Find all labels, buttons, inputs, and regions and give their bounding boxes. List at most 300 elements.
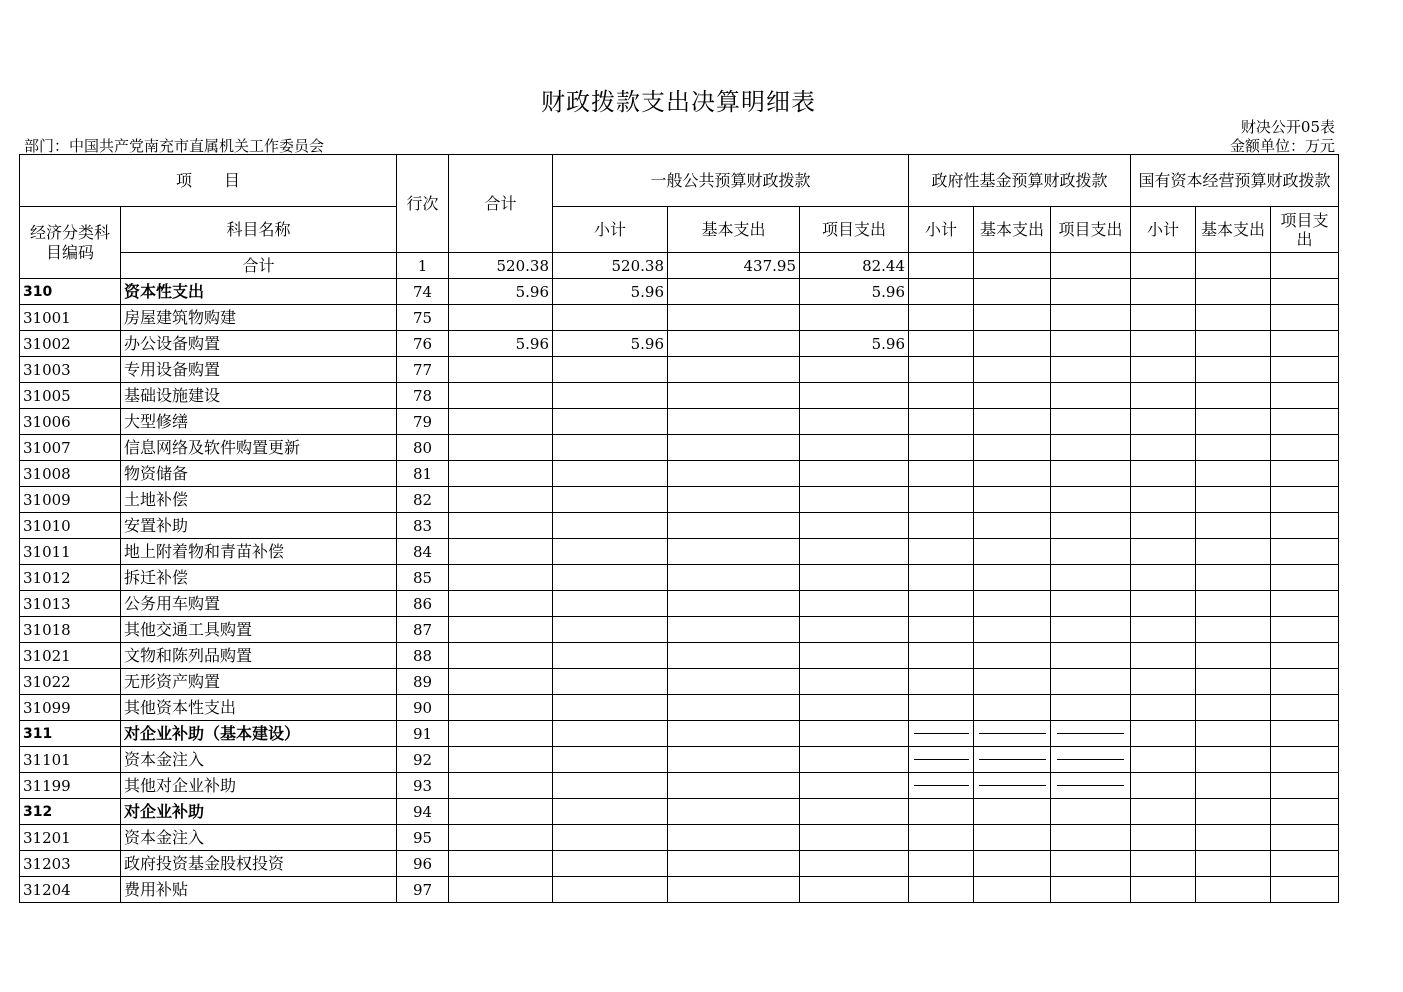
gp-basic-cell (668, 773, 800, 799)
total-row (20, 253, 1339, 279)
gp-basic-cell (668, 279, 800, 305)
gf-basic-cell (974, 617, 1051, 643)
sc-project-cell (1271, 643, 1339, 669)
gp-basic-cell (668, 721, 800, 747)
not-applicable-dash (1057, 785, 1124, 786)
not-applicable-dash (979, 759, 1046, 760)
gp-basic-cell (668, 461, 800, 487)
department-label: 部门：中国共产党南充市直属机关工作委员会 (24, 137, 325, 155)
total-gf-subtotal (909, 253, 974, 279)
table-row (20, 487, 1339, 513)
total-cell (449, 591, 553, 617)
sc-subtotal-cell (1131, 591, 1196, 617)
total-sc-basic (1196, 253, 1271, 279)
gp-basic-cell (668, 695, 800, 721)
total-cell (449, 305, 553, 331)
gf-basic-cell (974, 331, 1051, 357)
sc-subtotal-cell (1131, 825, 1196, 851)
gf-project-cell (1051, 435, 1131, 461)
gf-subtotal-cell (909, 279, 974, 305)
sc-project-cell (1271, 877, 1339, 903)
total-cell (449, 825, 553, 851)
sc-project-cell (1271, 409, 1339, 435)
total-cell: 5.96 (449, 279, 553, 305)
header-gov-fund: 政府性基金预算财政拨款 (909, 155, 1131, 207)
sc-basic-cell (1196, 409, 1271, 435)
gf-subtotal-cell (909, 851, 974, 877)
subject-name-cell: 土地补偿 (121, 487, 397, 513)
sc-subtotal-cell (1131, 799, 1196, 825)
gp-basic-cell (668, 591, 800, 617)
gf-project-cell (1051, 565, 1131, 591)
total-gf-basic (974, 253, 1051, 279)
table-row (20, 539, 1339, 565)
gp-project-cell (800, 305, 909, 331)
gf-project-cell (1051, 383, 1131, 409)
sc-subtotal-cell (1131, 721, 1196, 747)
econ-code-cell: 31008 (20, 461, 121, 487)
header-gf-subtotal: 小计 (909, 207, 974, 253)
total-gf-project (1051, 253, 1131, 279)
gp-subtotal-cell (553, 799, 668, 825)
gf-basic-cell (974, 721, 1051, 747)
gp-subtotal-cell (553, 773, 668, 799)
sc-basic-cell (1196, 747, 1271, 773)
amount-unit-label: 金额单位：万元 (1229, 137, 1335, 155)
total-gp-subtotal: 520.38 (553, 253, 668, 279)
subject-name-cell: 拆迁补偿 (121, 565, 397, 591)
econ-code-cell: 31018 (20, 617, 121, 643)
sc-subtotal-cell (1131, 669, 1196, 695)
sc-basic-cell (1196, 461, 1271, 487)
econ-code-cell: 31011 (20, 539, 121, 565)
gp-basic-cell (668, 565, 800, 591)
gf-subtotal-cell (909, 669, 974, 695)
subject-name-cell: 资本性支出 (121, 279, 397, 305)
table-row (20, 643, 1339, 669)
gp-subtotal-cell (553, 851, 668, 877)
sc-subtotal-cell (1131, 331, 1196, 357)
gf-basic-cell (974, 487, 1051, 513)
header-sc-subtotal: 小计 (1131, 207, 1196, 253)
table-row (20, 747, 1339, 773)
table-row (20, 279, 1339, 305)
subject-name-cell: 无形资产购置 (121, 669, 397, 695)
total-line-no: 1 (397, 253, 449, 279)
sc-basic-cell (1196, 487, 1271, 513)
gp-basic-cell (668, 669, 800, 695)
sc-subtotal-cell (1131, 565, 1196, 591)
gp-project-cell (800, 617, 909, 643)
gp-project-cell (800, 721, 909, 747)
econ-code-cell: 31003 (20, 357, 121, 383)
econ-code-cell: 31007 (20, 435, 121, 461)
gf-subtotal-cell (909, 383, 974, 409)
gf-basic-cell (974, 435, 1051, 461)
table-row (20, 461, 1339, 487)
gp-subtotal-cell (553, 435, 668, 461)
econ-code-cell: 310 (20, 279, 121, 305)
sc-project-cell (1271, 591, 1339, 617)
subject-name-cell: 信息网络及软件购置更新 (121, 435, 397, 461)
gf-project-cell (1051, 409, 1131, 435)
sc-basic-cell (1196, 799, 1271, 825)
gp-basic-cell (668, 513, 800, 539)
table-row (20, 331, 1339, 357)
gp-subtotal-cell (553, 669, 668, 695)
sc-project-cell (1271, 773, 1339, 799)
subject-name-cell: 其他资本性支出 (121, 695, 397, 721)
line-no-cell: 90 (397, 695, 449, 721)
gp-subtotal-cell (553, 617, 668, 643)
gf-project-cell (1051, 487, 1131, 513)
sc-basic-cell (1196, 539, 1271, 565)
total-sc-subtotal (1131, 253, 1196, 279)
table-row (20, 305, 1339, 331)
econ-code-cell: 31006 (20, 409, 121, 435)
gf-project-cell (1051, 357, 1131, 383)
table-row (20, 591, 1339, 617)
gf-project-cell (1051, 513, 1131, 539)
total-cell (449, 773, 553, 799)
subject-name-cell: 安置补助 (121, 513, 397, 539)
sc-project-cell (1271, 617, 1339, 643)
sc-basic-cell (1196, 669, 1271, 695)
total-cell (449, 695, 553, 721)
gf-subtotal-cell (909, 747, 974, 773)
gp-subtotal-cell (553, 383, 668, 409)
gf-project-cell (1051, 825, 1131, 851)
gp-basic-cell (668, 851, 800, 877)
gf-subtotal-cell (909, 357, 974, 383)
subject-name-cell: 专用设备购置 (121, 357, 397, 383)
gp-subtotal-cell (553, 357, 668, 383)
gf-basic-cell (974, 513, 1051, 539)
sc-subtotal-cell (1131, 487, 1196, 513)
sc-basic-cell (1196, 643, 1271, 669)
sc-subtotal-cell (1131, 695, 1196, 721)
gf-project-cell (1051, 617, 1131, 643)
sc-basic-cell (1196, 591, 1271, 617)
sc-subtotal-cell (1131, 461, 1196, 487)
gf-project-cell (1051, 461, 1131, 487)
gf-basic-cell (974, 279, 1051, 305)
sc-project-cell (1271, 513, 1339, 539)
subject-name-cell: 资本金注入 (121, 747, 397, 773)
gp-basic-cell (668, 435, 800, 461)
gf-basic-cell (974, 539, 1051, 565)
econ-code-cell: 31012 (20, 565, 121, 591)
header-subject-name: 科目名称 (121, 207, 397, 253)
gp-project-cell (800, 747, 909, 773)
gf-basic-cell (974, 747, 1051, 773)
sc-subtotal-cell (1131, 877, 1196, 903)
gp-subtotal-cell (553, 305, 668, 331)
line-no-cell: 75 (397, 305, 449, 331)
gf-basic-cell (974, 825, 1051, 851)
header-sc-project: 项目支出 (1271, 207, 1339, 253)
sc-subtotal-cell (1131, 773, 1196, 799)
total-sc-project (1271, 253, 1339, 279)
line-no-cell: 91 (397, 721, 449, 747)
gp-project-cell (800, 383, 909, 409)
sc-basic-cell (1196, 383, 1271, 409)
gf-basic-cell (974, 851, 1051, 877)
subject-name-cell: 物资储备 (121, 461, 397, 487)
line-no-cell: 77 (397, 357, 449, 383)
header-gp-project: 项目支出 (800, 207, 909, 253)
table-row (20, 435, 1339, 461)
gp-project-cell (800, 409, 909, 435)
gp-project-cell (800, 695, 909, 721)
gp-basic-cell (668, 643, 800, 669)
gf-subtotal-cell (909, 825, 974, 851)
header-sc-basic: 基本支出 (1196, 207, 1271, 253)
econ-code-cell: 311 (20, 721, 121, 747)
gp-subtotal-cell: 5.96 (553, 331, 668, 357)
sc-subtotal-cell (1131, 279, 1196, 305)
line-no-cell: 82 (397, 487, 449, 513)
header-gp-subtotal: 小计 (553, 207, 668, 253)
sc-subtotal-cell (1131, 305, 1196, 331)
subject-name-cell: 地上附着物和青苗补偿 (121, 539, 397, 565)
sc-project-cell (1271, 487, 1339, 513)
sc-basic-cell (1196, 773, 1271, 799)
sc-basic-cell (1196, 825, 1271, 851)
gp-project-cell (800, 539, 909, 565)
econ-code-cell: 31101 (20, 747, 121, 773)
table-row (20, 383, 1339, 409)
gf-project-cell (1051, 851, 1131, 877)
sc-project-cell (1271, 279, 1339, 305)
subject-name-cell: 费用补贴 (121, 877, 397, 903)
gp-basic-cell (668, 383, 800, 409)
gf-project-cell (1051, 669, 1131, 695)
gf-basic-cell (974, 305, 1051, 331)
gp-basic-cell (668, 747, 800, 773)
gf-basic-cell (974, 773, 1051, 799)
gp-subtotal-cell (553, 643, 668, 669)
gf-project-cell (1051, 279, 1131, 305)
gp-project-cell (800, 357, 909, 383)
gp-project-cell (800, 669, 909, 695)
econ-code-cell: 31022 (20, 669, 121, 695)
sc-project-cell (1271, 721, 1339, 747)
sc-basic-cell (1196, 695, 1271, 721)
gf-basic-cell (974, 409, 1051, 435)
gf-project-cell (1051, 799, 1131, 825)
line-no-cell: 87 (397, 617, 449, 643)
gp-subtotal-cell (553, 591, 668, 617)
sc-basic-cell (1196, 513, 1271, 539)
sc-basic-cell (1196, 279, 1271, 305)
total-cell (449, 383, 553, 409)
sc-subtotal-cell (1131, 513, 1196, 539)
line-no-cell: 78 (397, 383, 449, 409)
econ-code-cell: 31005 (20, 383, 121, 409)
gf-basic-cell (974, 643, 1051, 669)
line-no-cell: 93 (397, 773, 449, 799)
line-no-cell: 79 (397, 409, 449, 435)
line-no-cell: 74 (397, 279, 449, 305)
gp-subtotal-cell (553, 747, 668, 773)
gf-basic-cell (974, 799, 1051, 825)
gf-project-cell (1051, 305, 1131, 331)
header-econ-code: 经济分类科目编码 (20, 207, 121, 279)
gp-basic-cell (668, 331, 800, 357)
subject-name-cell: 文物和陈列品购置 (121, 643, 397, 669)
line-no-cell: 92 (397, 747, 449, 773)
gf-subtotal-cell (909, 695, 974, 721)
gf-project-cell (1051, 539, 1131, 565)
gp-project-cell (800, 487, 909, 513)
econ-code-cell: 31009 (20, 487, 121, 513)
total-cell: 5.96 (449, 331, 553, 357)
line-no-cell: 94 (397, 799, 449, 825)
sc-subtotal-cell (1131, 617, 1196, 643)
gf-subtotal-cell (909, 461, 974, 487)
gp-project-cell: 5.96 (800, 331, 909, 357)
sc-subtotal-cell (1131, 409, 1196, 435)
gp-project-cell (800, 825, 909, 851)
line-no-cell: 97 (397, 877, 449, 903)
sc-project-cell (1271, 565, 1339, 591)
line-no-cell: 86 (397, 591, 449, 617)
gf-subtotal-cell (909, 617, 974, 643)
table-row (20, 851, 1339, 877)
gf-subtotal-cell (909, 331, 974, 357)
gp-basic-cell (668, 799, 800, 825)
gp-basic-cell (668, 825, 800, 851)
econ-code-cell: 31010 (20, 513, 121, 539)
sc-basic-cell (1196, 721, 1271, 747)
gf-basic-cell (974, 461, 1051, 487)
gp-project-cell (800, 643, 909, 669)
gf-subtotal-cell (909, 487, 974, 513)
total-cell (449, 409, 553, 435)
gf-subtotal-cell (909, 773, 974, 799)
sc-project-cell (1271, 799, 1339, 825)
gp-project-cell (800, 513, 909, 539)
total-label: 合计 (121, 253, 397, 279)
total-cell (449, 461, 553, 487)
gp-project-cell (800, 799, 909, 825)
gp-project-cell (800, 851, 909, 877)
gp-subtotal-cell (553, 825, 668, 851)
sc-subtotal-cell (1131, 539, 1196, 565)
table-row (20, 409, 1339, 435)
gp-subtotal-cell: 5.96 (553, 279, 668, 305)
subject-name-cell: 公务用车购置 (121, 591, 397, 617)
subject-name-cell: 其他对企业补助 (121, 773, 397, 799)
gf-project-cell (1051, 591, 1131, 617)
header-gp-basic: 基本支出 (668, 207, 800, 253)
header-state-capital: 国有资本经营预算财政拨款 (1131, 155, 1339, 207)
line-no-cell: 89 (397, 669, 449, 695)
gf-project-cell (1051, 877, 1131, 903)
econ-code-cell: 31099 (20, 695, 121, 721)
table-row (20, 799, 1339, 825)
total-cell (449, 669, 553, 695)
total-cell (449, 851, 553, 877)
gf-basic-cell (974, 383, 1051, 409)
gp-project-cell (800, 565, 909, 591)
header-total: 合计 (449, 155, 553, 253)
total-gp-basic: 437.95 (668, 253, 800, 279)
gf-project-cell (1051, 331, 1131, 357)
gp-project-cell (800, 435, 909, 461)
total-cell (449, 539, 553, 565)
table-row (20, 565, 1339, 591)
gf-subtotal-cell (909, 305, 974, 331)
gf-basic-cell (974, 565, 1051, 591)
sc-project-cell (1271, 539, 1339, 565)
gp-project-cell (800, 773, 909, 799)
gp-subtotal-cell (553, 695, 668, 721)
sc-subtotal-cell (1131, 851, 1196, 877)
gf-subtotal-cell (909, 539, 974, 565)
total-cell (449, 799, 553, 825)
gf-basic-cell (974, 695, 1051, 721)
table-row (20, 695, 1339, 721)
gp-project-cell (800, 461, 909, 487)
gp-basic-cell (668, 877, 800, 903)
gp-subtotal-cell (553, 461, 668, 487)
total-cell (449, 877, 553, 903)
subject-name-cell: 基础设施建设 (121, 383, 397, 409)
gp-subtotal-cell (553, 877, 668, 903)
table-row (20, 773, 1339, 799)
total-cell (449, 617, 553, 643)
table-row (20, 513, 1339, 539)
gf-subtotal-cell (909, 513, 974, 539)
total-cell (449, 513, 553, 539)
table-row (20, 825, 1339, 851)
sc-basic-cell (1196, 331, 1271, 357)
page-title: 财政拨款支出决算明细表 (541, 88, 816, 116)
not-applicable-dash (979, 785, 1046, 786)
total-cell (449, 487, 553, 513)
header-general-budget: 一般公共预算财政拨款 (553, 155, 909, 207)
not-applicable-dash (1057, 733, 1124, 734)
econ-code-cell: 31002 (20, 331, 121, 357)
expenditure-table (19, 154, 1339, 903)
sc-basic-cell (1196, 565, 1271, 591)
gp-basic-cell (668, 617, 800, 643)
subject-name-cell: 办公设备购置 (121, 331, 397, 357)
sc-project-cell (1271, 695, 1339, 721)
line-no-cell: 95 (397, 825, 449, 851)
not-applicable-dash (1057, 759, 1124, 760)
sc-project-cell (1271, 331, 1339, 357)
econ-code-cell: 31204 (20, 877, 121, 903)
gp-basic-cell (668, 305, 800, 331)
not-applicable-dash (979, 733, 1046, 734)
econ-code-cell: 312 (20, 799, 121, 825)
gp-subtotal-cell (553, 539, 668, 565)
total-cell (449, 357, 553, 383)
sc-basic-cell (1196, 877, 1271, 903)
gp-basic-cell (668, 539, 800, 565)
gp-subtotal-cell (553, 565, 668, 591)
subject-name-cell: 对企业补助（基本建设） (121, 721, 397, 747)
econ-code-cell: 31203 (20, 851, 121, 877)
total-cell (449, 435, 553, 461)
gf-subtotal-cell (909, 721, 974, 747)
total-amount: 520.38 (449, 253, 553, 279)
sc-subtotal-cell (1131, 357, 1196, 383)
gp-basic-cell (668, 409, 800, 435)
